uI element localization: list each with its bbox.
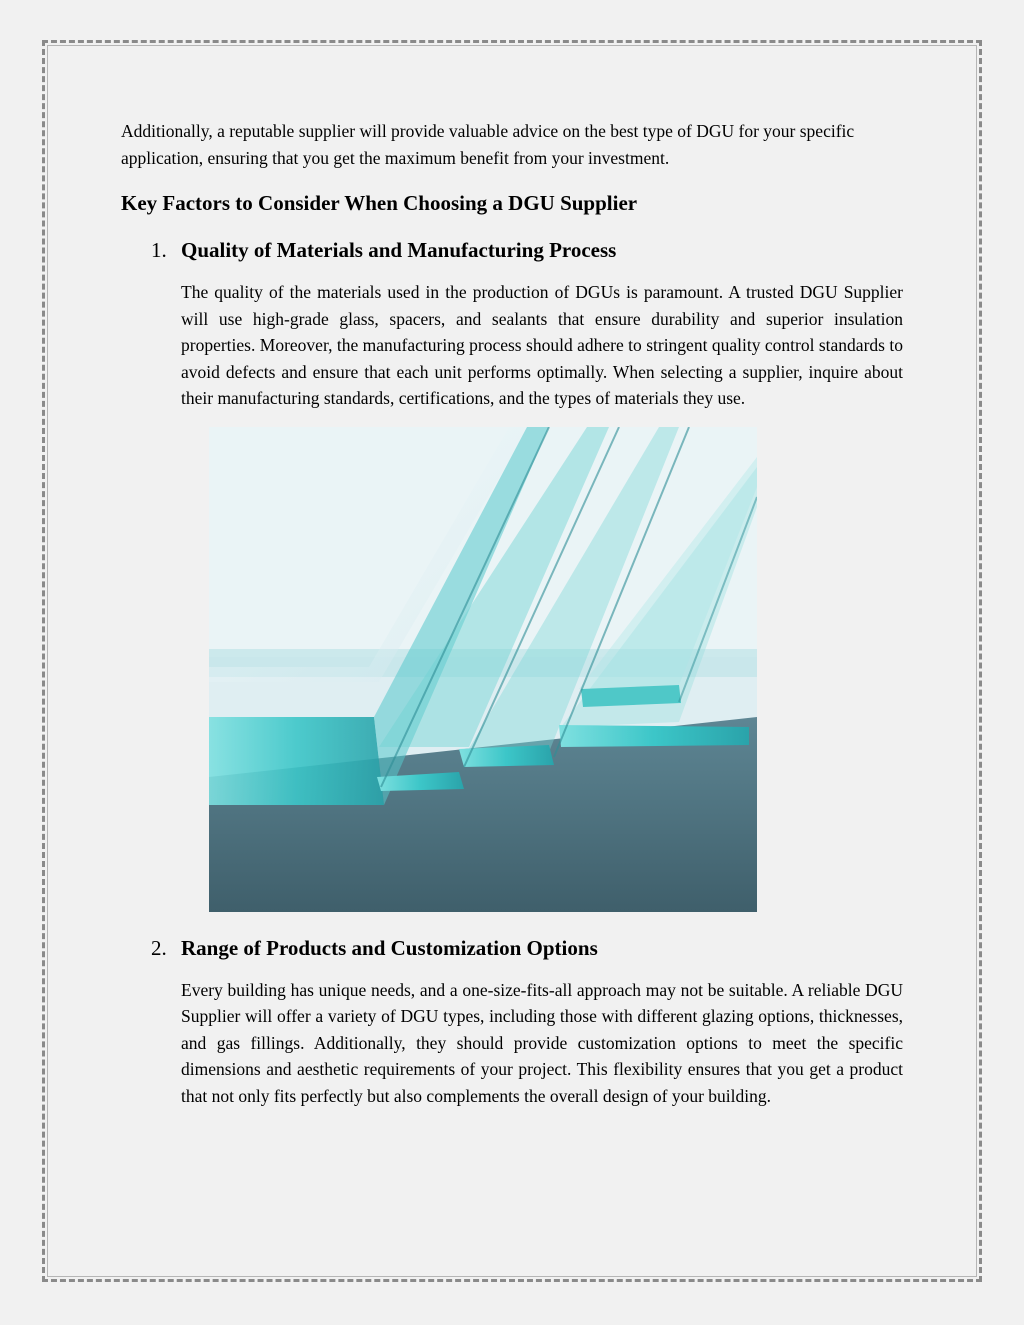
intro-paragraph: Additionally, a reputable supplier will provide valuable advice on the best type of DGU for your specific application, ensuring that you get the maximum benefit from your investment.	[121, 121, 855, 168]
glass-panes-illustration	[209, 427, 757, 912]
document-content	[121, 118, 903, 1109]
list-item-body: Every building has unique needs, and a one-size-fits-all approach may not be suitable. A reliable DGU Supplier will offer a variety of DGU types, including those with different glazing options, thicknesses, and gas fillings. Additionally, they should provide customization options to meet the specific dimensions and aesthetic requirements of your project. This flexibility ensures that you get a product that not only fits perfectly but also complements the overall design of your building.	[181, 979, 903, 1106]
list-item	[121, 235, 903, 412]
list-item	[121, 933, 903, 1110]
list-item-title: Range of Products and Customization Options	[181, 935, 598, 960]
section-heading: Key Factors to Consider When Choosing a DGU Supplier	[121, 191, 638, 215]
glass-panes-photo	[209, 427, 757, 912]
list-item-body: The quality of the materials used in the production of DGUs is paramount. A trusted DGU Supplier will use high-grade glass, spacers, and sealants that ensure durability and superior insulation properties. Moreover, the manufacturing process should adhere to stringent quality control standards to avoid defects and ensure that each unit performs optimally. When selecting a supplier, inquire about their manufacturing standards, certifications, and the types of materials they use.	[181, 282, 903, 408]
list-item-number: 2.	[151, 935, 167, 960]
list-item-number: 1.	[151, 238, 167, 262]
list-item-title: Quality of Materials and Manufacturing Process	[181, 238, 617, 262]
